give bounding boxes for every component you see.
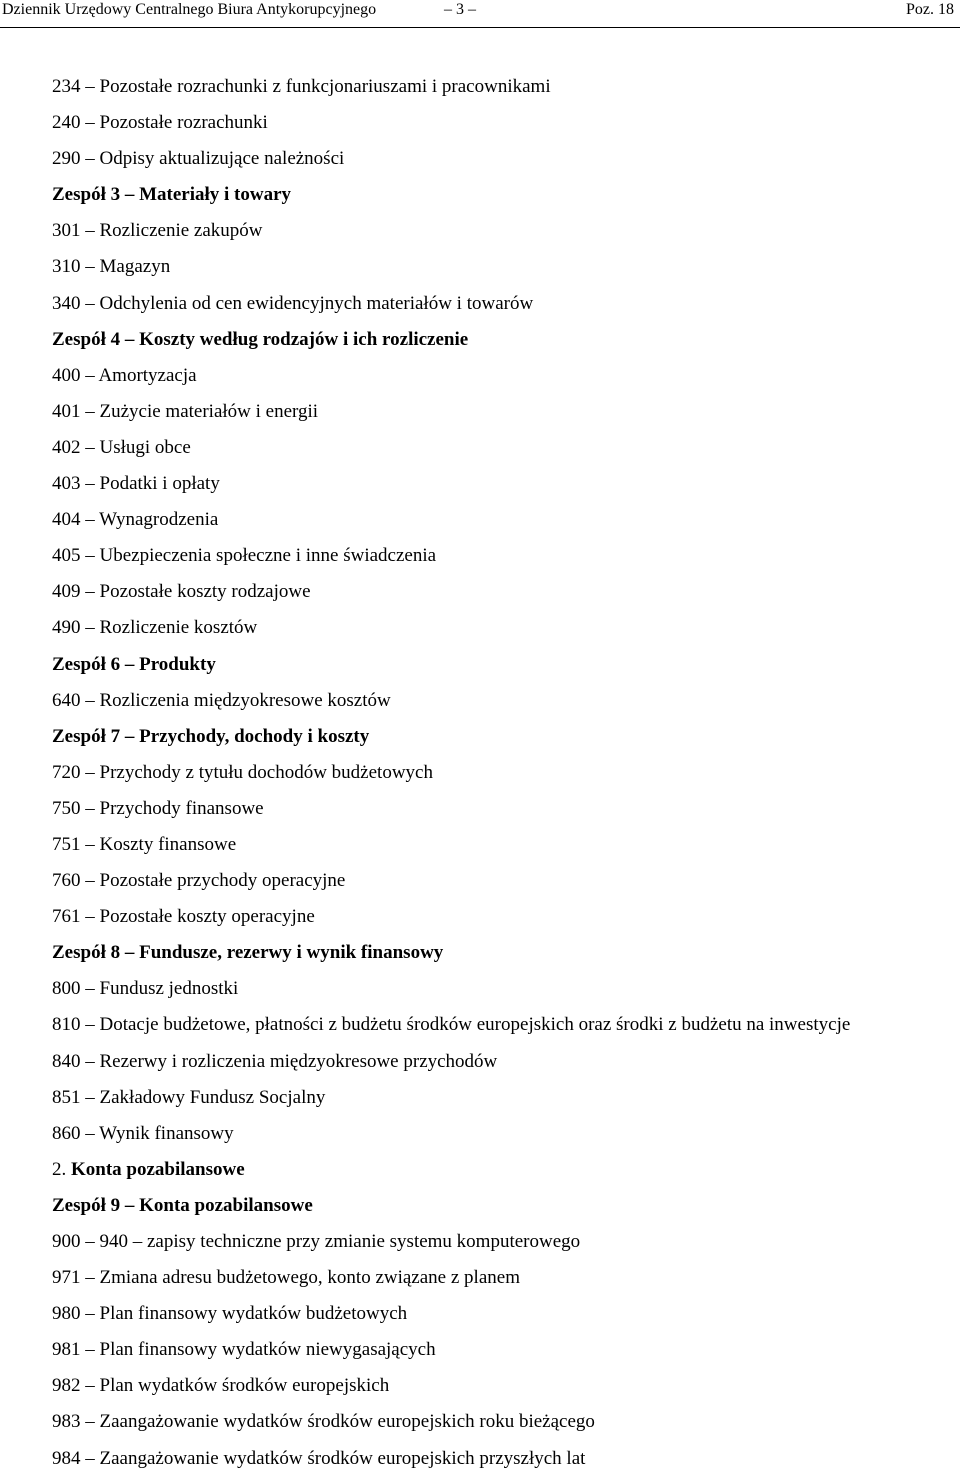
account-entry: 840 – Rezerwy i rozliczenia międzyokresowe przychodów (52, 1050, 498, 1072)
journal-title: Dziennik Urzędowy Centralnego Biura Antykorupcyjnego (2, 1, 377, 18)
group-heading: Zespół 3 – Materiały i towary (52, 184, 292, 206)
account-entry: 490 – Rozliczenie kosztów (52, 617, 258, 639)
account-entry: 971 – Zmiana adresu budżetowego, konto związane z planem (52, 1267, 520, 1289)
account-entry: 751 – Koszty finansowe (52, 833, 237, 855)
account-entry: 403 – Podatki i opłaty (52, 473, 220, 495)
account-entry: 409 – Pozostałe koszty rodzajowe (52, 581, 311, 603)
page-number: – 3 – (444, 1, 476, 18)
account-entry: 301 – Rozliczenie zakupów (52, 220, 263, 242)
account-entry: 761 – Pozostałe koszty operacyjne (52, 906, 315, 928)
account-entry: 984 – Zaangażowanie wydatków środków europejskich przyszłych lat (52, 1447, 586, 1469)
section-number: 2. (52, 1158, 71, 1180)
account-entry: 810 – Dotacje budżetowe, płatności z budżetu środków europejskich oraz środki z budżetu na inwestycje (52, 1014, 851, 1036)
account-entry: 750 – Przychody finansowe (52, 797, 264, 819)
account-entry: 981 – Plan finansowy wydatków niewygasających (52, 1339, 436, 1361)
account-entry: 982 – Plan wydatków środków europejskich (52, 1375, 390, 1397)
section-heading (52, 1152, 952, 1188)
account-entry: 760 – Pozostałe przychody operacyjne (52, 870, 346, 892)
account-entry: 310 – Magazyn (52, 256, 171, 278)
section-title: Konta pozabilansowe (71, 1158, 245, 1180)
account-list (52, 69, 952, 1477)
account-entry: 290 – Odpisy aktualizujące należności (52, 148, 345, 170)
account-entry: 240 – Pozostałe rozrachunki (52, 112, 268, 134)
account-entry: 405 – Ubezpieczenia społeczne i inne świadczenia (52, 545, 437, 567)
account-entry: 900 – 940 – zapisy techniczne przy zmianie systemu komputerowego (52, 1231, 581, 1252)
account-entry: 851 – Zakładowy Fundusz Socjalny (52, 1086, 326, 1108)
account-entry: 234 – Pozostałe rozrachunki z funkcjonariuszami i pracownikami (52, 76, 551, 97)
account-entry: 983 – Zaangażowanie wydatków środków europejskich roku bieżącego (52, 1411, 595, 1433)
group-heading: Zespół 6 – Produkty (52, 653, 216, 675)
account-entry: 404 – Wynagrodzenia (52, 509, 219, 531)
account-entry: 401 – Zużycie materiałów i energii (52, 400, 319, 422)
account-entry: 402 – Usługi obce (52, 436, 191, 458)
page-header (0, 0, 960, 28)
account-entry: 720 – Przychody z tytułu dochodów budżetowych (52, 761, 433, 783)
group-heading: Zespół 4 – Koszty według rodzajów i ich rozliczenie (52, 328, 469, 350)
account-entry: 980 – Plan finansowy wydatków budżetowych (52, 1303, 408, 1325)
group-heading: Zespół 7 – Przychody, dochody i koszty (52, 725, 370, 747)
account-entry: 800 – Fundusz jednostki (52, 978, 239, 1000)
account-entry: 400 – Amortyzacja (52, 364, 197, 386)
account-entry: 860 – Wynik finansowy (52, 1122, 234, 1144)
account-entry: 340 – Odchylenia od cen ewidencyjnych materiałów i towarów (52, 292, 534, 314)
position-number: Poz. 18 (906, 1, 954, 18)
group-heading: Zespół 9 – Konta pozabilansowe (52, 1194, 313, 1216)
account-entry: 640 – Rozliczenia międzyokresowe kosztów (52, 689, 391, 711)
group-heading: Zespół 8 – Fundusze, rezerwy i wynik finansowy (52, 942, 444, 964)
